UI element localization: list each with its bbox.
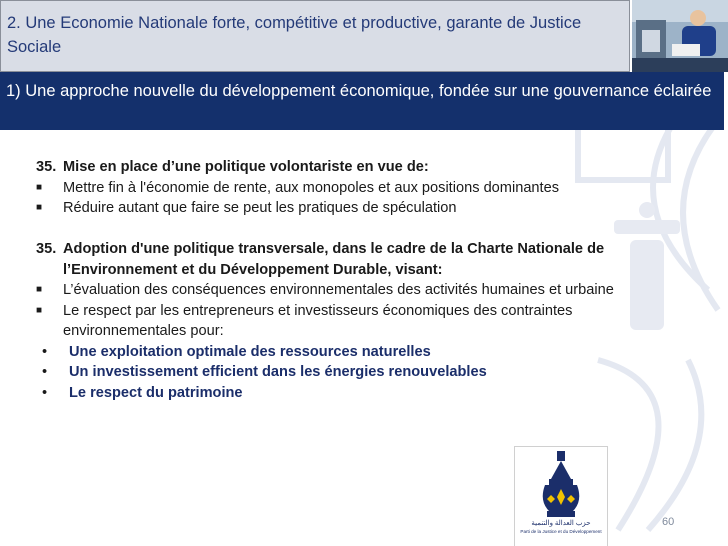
sub-list-item-text: Un investissement efficient dans les énergies renouvelables: [69, 364, 487, 380]
section-subtitle-banner: [0, 72, 724, 130]
sub-list-item: [36, 362, 676, 383]
sub-list-item: [36, 383, 676, 404]
logo-arabic-name: حزب العدالة والتنمية: [531, 520, 591, 527]
dot-bullet-icon: •: [42, 364, 48, 380]
list-item: [36, 280, 676, 301]
section-subtitle-text: 1) Une approche nouvelle du développement économique, fondée sur une gouvernance éclairée: [6, 82, 712, 100]
section-1-heading-text: Mise en place d’une politique volontariste en vue de:: [63, 159, 429, 175]
page-number: 60: [662, 516, 675, 528]
logo-latin-name: Parti de la Justice et du Développement: [520, 529, 602, 534]
list-item-text: Le respect par les entrepreneurs et investisseurs économiques des contraintes environnementales pour:: [63, 302, 573, 339]
slide-body: [36, 157, 676, 403]
sub-list-item-text: Une exploitation optimale des ressources naturelles: [69, 343, 431, 360]
section-1-number: 35.: [36, 159, 57, 175]
square-bullet-icon: ■: [36, 181, 43, 193]
section-title-text: 2. Une Economie Nationale forte, compétitive et productive, garante de Justice Sociale: [7, 14, 582, 56]
sub-list-item: [36, 342, 676, 363]
list-item-text: L’évaluation des conséquences environnementales des activités humaines et urbaine: [63, 282, 614, 298]
square-bullet-icon: ■: [36, 202, 43, 213]
factory-photo: [632, 0, 728, 72]
list-item-text: Réduire autant que faire se peut les pratiques de spéculation: [63, 200, 457, 216]
dot-bullet-icon: •: [42, 343, 48, 360]
section-2-number: 35.: [36, 241, 57, 257]
list-item: [36, 301, 676, 342]
dot-bullet-icon: •: [42, 384, 48, 401]
lamp-icon: [515, 449, 607, 519]
list-item: [36, 198, 676, 219]
section-title: [0, 0, 630, 72]
factory-photo-image: [632, 0, 728, 72]
square-bullet-icon: ■: [36, 284, 43, 295]
square-bullet-icon: ■: [36, 304, 43, 316]
party-logo: [514, 446, 608, 546]
section-2-heading: [36, 239, 676, 280]
section-1-heading: [36, 157, 676, 178]
section-2-heading-text: Adoption d'une politique transversale, dans le cadre de la Charte Nationale de l’Environnement et du Développement Durable, visant:: [63, 241, 605, 278]
sub-list-item-text: Le respect du patrimoine: [69, 384, 243, 401]
list-item: [36, 178, 676, 199]
list-item-text: Mettre fin à l'économie de rente, aux monopoles et aux positions dominantes: [63, 179, 560, 196]
